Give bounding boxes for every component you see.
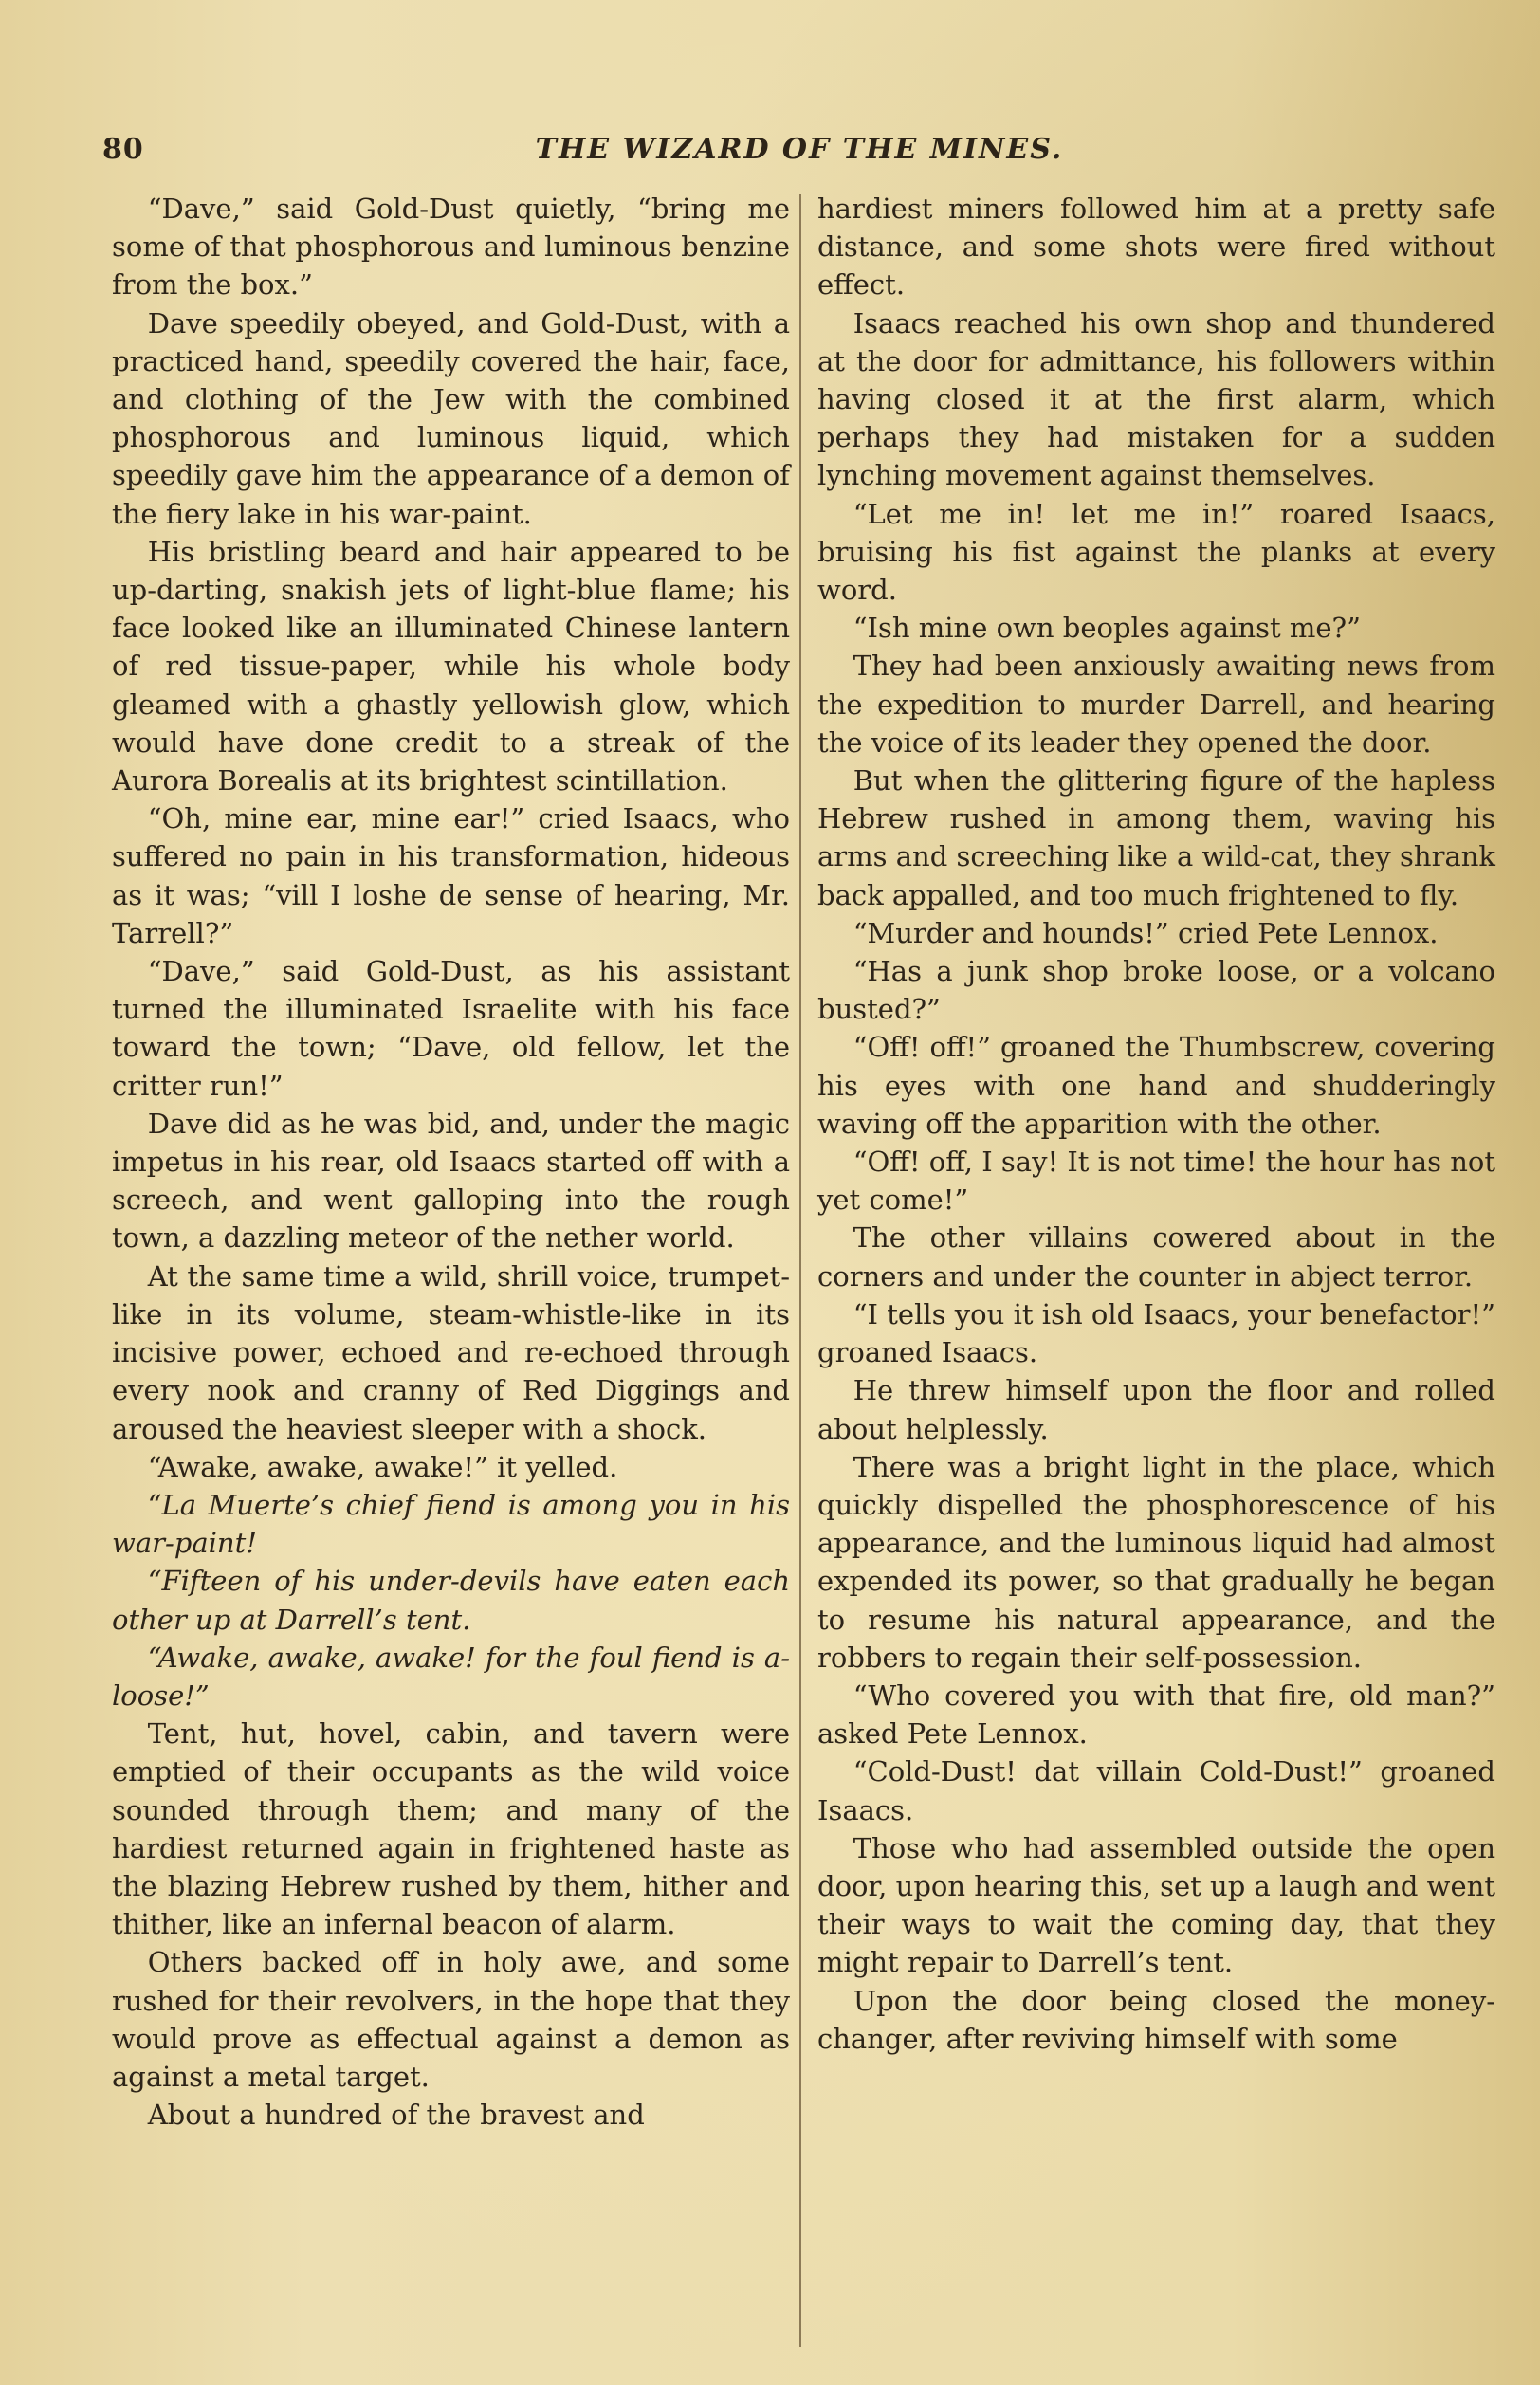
left-column — [112, 190, 790, 2134]
paragraph: “Dave,” said Gold-Dust, as his assistant turned the illuminated Israelite with his face toward the town; “Dave, old fellow, let the critter run!” — [112, 955, 790, 1102]
paragraph: “Cold-Dust! dat villain Cold-Dust!” groaned Isaacs. — [817, 1755, 1495, 1826]
right-column — [817, 190, 1495, 2058]
paragraph: There was a bright light in the place, which quickly dispelled the phosphorescence of his appearance, and the luminous liquid had almost expended its power, so that gradually he began to resume his natural appearance, and the robbers to regain their self-possession. — [817, 1450, 1495, 1674]
page-number: 80 — [102, 133, 144, 166]
paragraph: “Ish mine own beoples against me?” — [852, 612, 1361, 645]
paragraph: Others backed off in holy awe, and some rushed for their revolvers, in the hope that they would prove as effectual against a demon as against a metal target. — [112, 1946, 790, 2093]
paragraph: “Has a junk shop broke loose, or a volcano busted?” — [817, 955, 1495, 1026]
paragraph: At the same time a wild, shrill voice, trumpet-like in its volume, steam-whistle-like in its incisive power, echoed and re-echoed through every nook and cranny of Red Diggings and aroused the heaviest sleeper with a shock. — [112, 1259, 790, 1445]
paragraph: hardiest miners followed him at a pretty safe distance, and some shots were fired without effect. — [817, 193, 1495, 302]
page-header — [102, 133, 1496, 171]
paragraph: Upon the door being closed the money-changer, after reviving himself with some — [817, 1984, 1495, 2055]
paragraph: He threw himself upon the floor and rolled about helplessly. — [817, 1374, 1495, 1445]
paragraph: “Off! off, I say! It is not time! the hour has not yet come!” — [817, 1146, 1495, 1217]
column-rule — [799, 194, 801, 2347]
paragraph: The other villains cowered about in the corners and under the counter in abject terror. — [817, 1221, 1495, 1293]
paragraph: “La Muerte’s chief fiend is among you in his war-paint! — [112, 1488, 790, 1560]
paragraph: “I tells you it ish old Isaacs, your benefactor!” groaned Isaacs. — [817, 1297, 1495, 1369]
paragraph: They had been anxiously awaiting news from the expedition to murder Darrell, and hearing the voice of its leader they opened the door. — [817, 650, 1495, 759]
paragraph: “Who covered you with that fire, old man?” asked Pete Lennox. — [817, 1679, 1495, 1751]
paragraph: Those who had assembled outside the open door, upon hearing this, set up a laugh and went their ways to wait the coming day, that they might repair to Darrell’s tent. — [817, 1831, 1495, 1979]
paragraph: “Murder and hounds!” cried Pete Lennox. — [852, 916, 1439, 949]
paragraph: “Oh, mine ear, mine ear!” cried Isaacs, who suffered no pain in his transformation, hideous as it was; “vill I loshe de sense of hearing, Mr. Tarrell?” — [112, 802, 790, 949]
paragraph: Dave did as he was bid, and, under the magic impetus in his rear, old Isaacs started off with a screech, and went galloping into the rough town, a dazzling meteor of the nether world. — [112, 1107, 790, 1255]
paragraph: “Fifteen of his under-devils have eaten each other up at Darrell’s tent. — [112, 1565, 790, 1636]
paragraph: Isaacs reached his own shop and thundered at the door for admittance, his followers within having closed it at the first alarm, which perhaps they had mistaken for a sudden lynching movement against themselves. — [817, 306, 1495, 492]
paragraph: “Off! off!” groaned the Thumbscrew, covering his eyes with one hand and shudderingly waving off the apparition with the other. — [817, 1031, 1495, 1140]
running-title: THE WIZARD OF THE MINES. — [535, 133, 1064, 166]
paragraph: “Let me in! let me in!” roared Isaacs, bruising his fist against the planks at every word. — [817, 497, 1495, 607]
paragraph: Dave speedily obeyed, and Gold-Dust, with a practiced hand, speedily covered the hair, face, and clothing of the Jew with the combined phosphorous and luminous liquid, which speedily gave him the appearance of a demon of the fiery lake in his war-paint. — [112, 306, 790, 530]
paragraph: “Dave,” said Gold-Dust quietly, “bring me some of that phosphorous and luminous benzine from the box.” — [112, 193, 790, 302]
paragraph: “Awake, awake, awake! for the foul fiend is a-loose!” — [112, 1641, 790, 1712]
paragraph: But when the glittering figure of the hapless Hebrew rushed in among them, waving his arms and screeching like a wild-cat, they shrank back appalled, and too much frightened to fly. — [817, 764, 1495, 911]
paragraph: Tent, hut, hovel, cabin, and tavern were emptied of their occupants as the wild voice sounded through them; and many of the hardiest returned again in frightened haste as the blazing Hebrew rushed by them, hither and thither, like an infernal beacon of alarm. — [112, 1717, 790, 1941]
paragraph: “Awake, awake, awake!” it yelled. — [147, 1450, 618, 1483]
paragraph: His bristling beard and hair appeared to be up-darting, snakish jets of light-blue flame; his face looked like an illuminated Chinese lantern of red tissue-paper, while his whole body gleamed with a ghastly yellowish glow, which would have done credit to a streak of the Aurora Borealis at its brightest scintillation. — [112, 535, 790, 798]
paragraph: About a hundred of the bravest and — [147, 2099, 645, 2132]
